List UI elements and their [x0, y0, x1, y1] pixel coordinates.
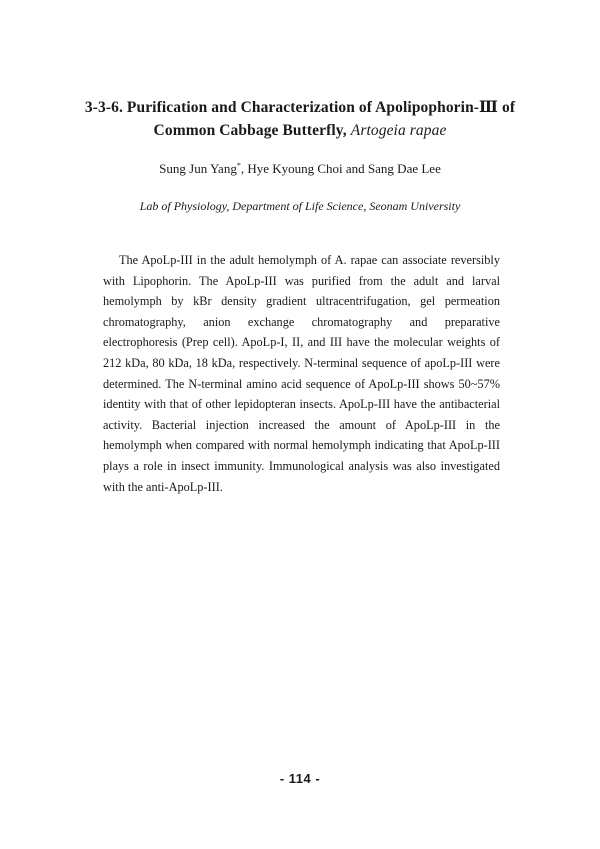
author-first: Sung Jun Yang	[159, 161, 237, 176]
affiliation: Lab of Physiology, Department of Life Science, Seonam University	[139, 199, 461, 213]
page-number: - 114 -	[279, 771, 321, 786]
title-line-2-main: Common Cabbage Butterfly,	[153, 122, 351, 139]
paper-title	[40, 96, 560, 142]
author-list	[40, 160, 560, 178]
title-line-1: 3-3-6. Purification and Characterization of Apolipophorin-Ⅲ of	[84, 99, 516, 116]
author-rest: , Hye Kyoung Choi and Sang Dae Lee	[240, 161, 441, 176]
title-line-2	[40, 119, 560, 142]
species-name: Artogeia rapae	[350, 122, 447, 139]
corresponding-author-mark: *	[236, 161, 241, 170]
abstract-body: The ApoLp-III in the adult hemolymph of A. rapae can associate reversibly with Lipophorin. The ApoLp-III was purified from the adult and larval hemolymph by kBr density gradient ultracentrifugation, gel permeation chromatography, anion exchange chromatography and preparative electrophoresis (Prep cell). ApoLp-I, II, and III have the molecular weights of 212 kDa, 80 kDa, 18 kDa, respectively. N-terminal sequence of apoLp-III were determined. The N-terminal amino acid sequence of ApoLp-III shows 50~57% identity with that of other lepidopteran insects. ApoLp-III have the antibacterial activity. Bacterial injection increased the amount of ApoLp-III in the hemolymph when compared with normal hemolymph indicating that ApoLp-III plays a role in insect immunity. Immunological analysis was also investigated with the anti-ApoLp-III.	[103, 253, 500, 494]
